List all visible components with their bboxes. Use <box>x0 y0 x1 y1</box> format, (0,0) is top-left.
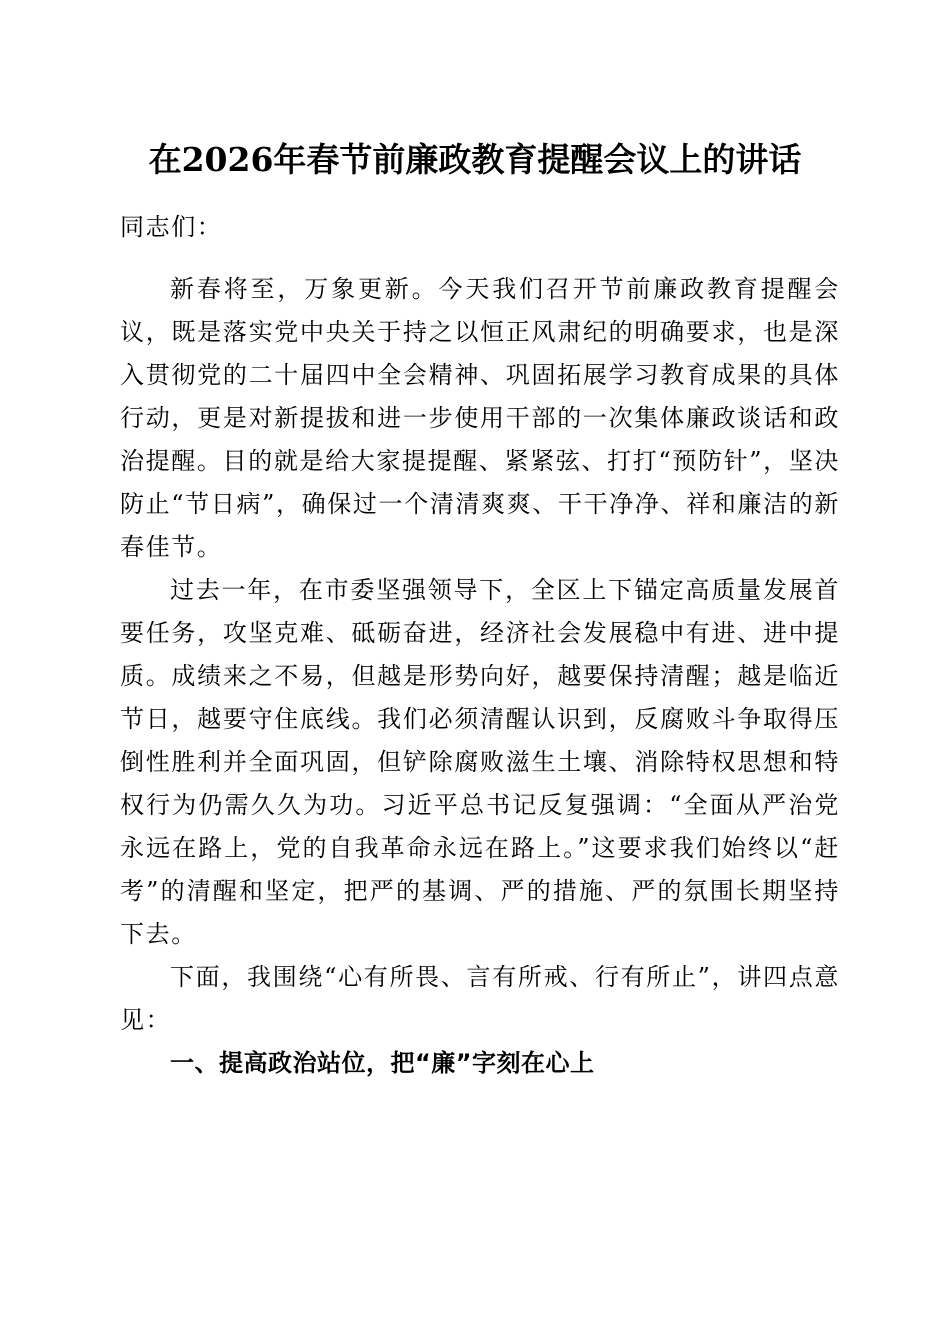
document-title: 在2026年春节前廉政教育提醒会议上的讲话 <box>148 140 802 179</box>
salutation: 同志们： <box>120 213 223 241</box>
document-body <box>120 206 840 1085</box>
section-heading-1: 一、提高政治站位，把“廉”字刻在心上 <box>170 1049 595 1077</box>
paragraph-outline: 下面，我围绕“心有所畏、言有所戒、行有所止”，讲四点意见： <box>120 963 840 1034</box>
paragraph-review: 过去一年，在市委坚强领导下，全区上下锚定高质量发展首要任务，攻坚克难、砥砺奋进，经济社会发展稳中有进、进中提质。成绩来之不易，但越是形势向好，越要保持清醒；越是临近节日，越要守住底线。我们必须清醒认识到，反腐败斗争取得压倒性胜利并全面巩固，但铲除腐败滋生土壤、消除特权思想和特权行为仍需久久为功。习近平总书记反复强调：“全面从严治党永远在路上，党的自我革命永远在路上。”这要求我们始终以“赶考”的清醒和坚定，把严的基调、严的措施、严的氛围长期坚持下去。 <box>120 576 840 948</box>
paragraph-opening: 新春将至，万象更新。今天我们召开节前廉政教育提醒会议，既是落实党中央关于持之以恒正风肃纪的明确要求，也是深入贯彻党的二十届四中全会精神、巩固拓展学习教育成果的具体行动，更是对新提拔和进一步使用干部的一次集体廉政谈话和政治提醒。目的就是给大家提提醒、紧紧弦、打打“预防针”，坚决防止“节日病”，确保过一个清清爽爽、干干净净、祥和廉洁的新春佳节。 <box>120 275 840 561</box>
